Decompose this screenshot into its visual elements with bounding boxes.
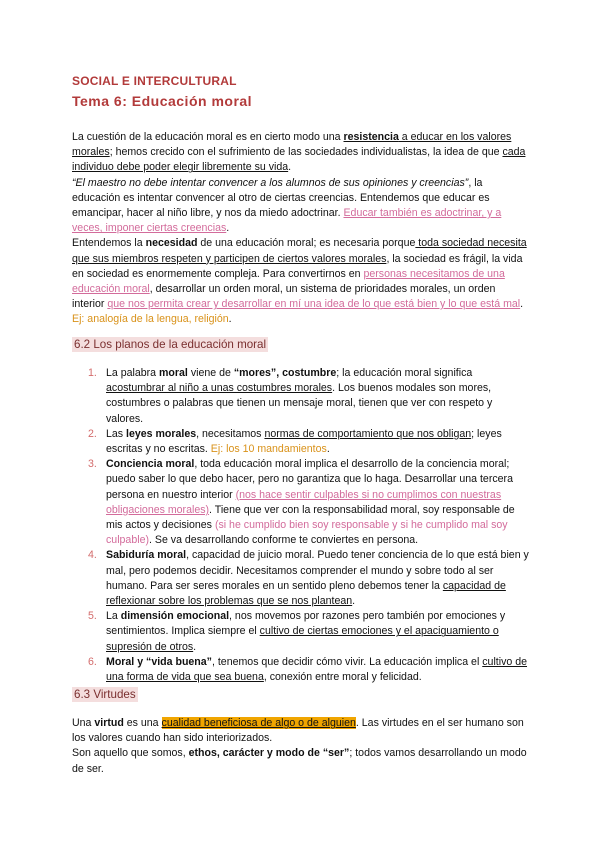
planes-list <box>72 366 530 685</box>
text: Entendemos la <box>72 237 146 250</box>
subject-title: SOCIAL E INTERCULTURAL <box>72 74 237 88</box>
annotation-pink: Educar también es adoctrinar, y a veces, imponer ciertas creencias <box>72 207 502 235</box>
virtues-section <box>72 716 530 777</box>
keyword-necesidad: necesidad <box>145 237 198 250</box>
keyword: Conciencia moral <box>106 458 195 471</box>
text: . <box>288 161 292 174</box>
text: . Se va desarrollando conforme te conviertes en persona. <box>149 534 419 547</box>
text: . Las virtudes en el ser humano son los valores cuando han sido interiorizados. <box>72 717 524 745</box>
underlined-text: normas de comportamiento que nos obligan <box>264 427 472 440</box>
text: ; la educación moral significa <box>336 367 473 379</box>
text: ; hemos crecido con el sufrimiento de las sociedades individualistas, la idea de que <box>109 146 503 159</box>
underlined-text: cada individuo debe poder elegir libremente su vida <box>72 146 526 174</box>
text: , la sociedad es frágil, la vida en sociedad es enormemente compleja. Para convertirnos en <box>72 252 523 280</box>
underlined-text: a educar en los valores morales <box>72 131 512 159</box>
intro-paragraph-3 <box>72 236 530 327</box>
keyword: virtud <box>94 717 124 729</box>
text: , toda educación moral implica el desarrollo de la conciencia moral; puedo saber lo que debo hacer, pero no garantiza que lo haga. Desarrollar una tercera persona en nuestro interior <box>106 458 513 501</box>
intro-section <box>72 130 530 328</box>
text: Una <box>72 717 95 729</box>
annotation-pink: (si he cumplido bien soy responsable y si he cumplido mal soy culpable) <box>106 519 508 547</box>
text: Las <box>106 427 127 440</box>
keyword: ethos, carácter y modo de “ser” <box>188 747 350 760</box>
text: es una <box>123 717 162 729</box>
list-item <box>72 655 530 685</box>
keyword: Moral y “vida buena” <box>106 655 212 668</box>
text: . <box>520 298 524 311</box>
text: viene de <box>187 367 234 379</box>
annotation-pink: personas necesitamos de una educación moral <box>72 267 505 296</box>
text: La <box>106 610 121 623</box>
text: , nos movemos por razones pero también por emociones y sentimientos. Implica siempre el <box>106 610 506 638</box>
section-heading-6-3 <box>72 685 138 703</box>
topic-title: Tema 6: Educación moral <box>72 93 253 109</box>
text: . <box>228 313 232 326</box>
text: Son aquello que somos, <box>72 747 189 760</box>
example-note: Ej: los 10 mandamientos <box>210 443 327 456</box>
example-note: Ej: analogía de la lengua, religión <box>72 313 229 326</box>
list-number: 5. <box>88 610 97 623</box>
underlined-text: cultivo de una forma de vida que sea buena <box>106 655 528 684</box>
list-number: 1. <box>88 367 97 379</box>
list-item <box>72 548 530 609</box>
text: . Tiene que ver con la responsabilidad moral, soy responsable de mis actos y decisiones <box>106 503 515 532</box>
underlined-text: toda sociedad necesita que sus miembros respeten y participen de ciertos valores morales <box>72 237 527 265</box>
text: , necesitamos <box>196 427 265 440</box>
text: . Los buenos modales son mores, costumbres o palabras que tienen un mensaje moral, tienen que ver con respeto y valores. <box>106 382 493 425</box>
text: La palabra <box>106 367 160 379</box>
list-item <box>72 609 530 655</box>
section-title: 6.3 Virtudes <box>74 688 136 701</box>
list-number: 6. <box>88 655 97 668</box>
virtues-paragraph-2 <box>72 746 530 776</box>
text: , capacidad de juicio moral. Puedo tener conciencia de lo que está bien y mal, pero podemos decidir. Necesitamos comprender el mundo y sobre todo al ser humano. Para ser seres morales en un sentido pleno debemos tener la <box>106 549 529 592</box>
text: ; todos vamos desarrollando un modo de ser. <box>72 747 527 775</box>
list-item <box>72 457 530 548</box>
text: . <box>193 640 197 653</box>
text: ; leyes escritas y no escritas. <box>106 427 502 456</box>
intro-paragraph-1 <box>72 130 530 176</box>
text: . <box>326 443 330 456</box>
intro-paragraph-2 <box>72 176 530 237</box>
keyword: dimensión emocional <box>120 610 230 623</box>
annotation-pink: que nos permita crear y desarrollar en mí una idea de lo que está bien y lo que está mal <box>107 298 521 311</box>
underlined-text: capacidad de reflexionar sobre los problemas que se nos plantean <box>106 579 506 608</box>
keyword: Sabiduría moral <box>106 549 187 562</box>
keyword-resistencia: resistencia <box>343 131 399 143</box>
keyword: moral <box>159 367 188 379</box>
virtues-paragraph-1 <box>72 716 530 746</box>
text: , desarrollar un orden moral, un sistema de prioridades morales, un orden interior <box>72 283 496 311</box>
underlined-text: cultivo de ciertas emociones y el apaciguamiento o supresión de otros <box>106 625 499 653</box>
text: . <box>226 222 230 235</box>
keyword: “mores”, costumbre <box>233 367 337 379</box>
text: de una educación moral; es necesaria porque <box>197 237 416 250</box>
text: , conexión entre moral y felicidad. <box>263 671 422 684</box>
list-number: 2. <box>88 427 97 440</box>
section-title: 6.2 Los planos de la educación moral <box>74 338 267 351</box>
list-item <box>72 366 530 427</box>
text: , la educación es intentar convencer al otro de ciertas creencias. Entendemos que educar es emancipar, hacer al niño libre, y nos da miedo adoctrinar. <box>72 176 490 220</box>
underlined-text: acostumbrar al niño a unas costumbres morales <box>106 382 333 395</box>
keyword: leyes morales <box>126 427 197 440</box>
highlighted-text: cualidad beneficiosa de algo o de alguien <box>161 717 356 729</box>
text: La cuestión de la educación moral es en cierto modo una <box>72 131 344 143</box>
annotation-pink: (nos hace sentir culpables si no cumplimos con nuestras obligaciones morales) <box>106 488 502 516</box>
section-heading-6-2 <box>72 335 268 353</box>
list-number: 4. <box>88 549 97 562</box>
quote: “El maestro no debe intentar convencer a los alumnos de sus opiniones y creencias” <box>72 176 469 189</box>
list-item <box>72 427 530 457</box>
text: . <box>352 595 356 608</box>
text: , tenemos que decidir cómo vivir. La educación implica el <box>211 655 483 668</box>
list-number: 3. <box>88 458 97 471</box>
